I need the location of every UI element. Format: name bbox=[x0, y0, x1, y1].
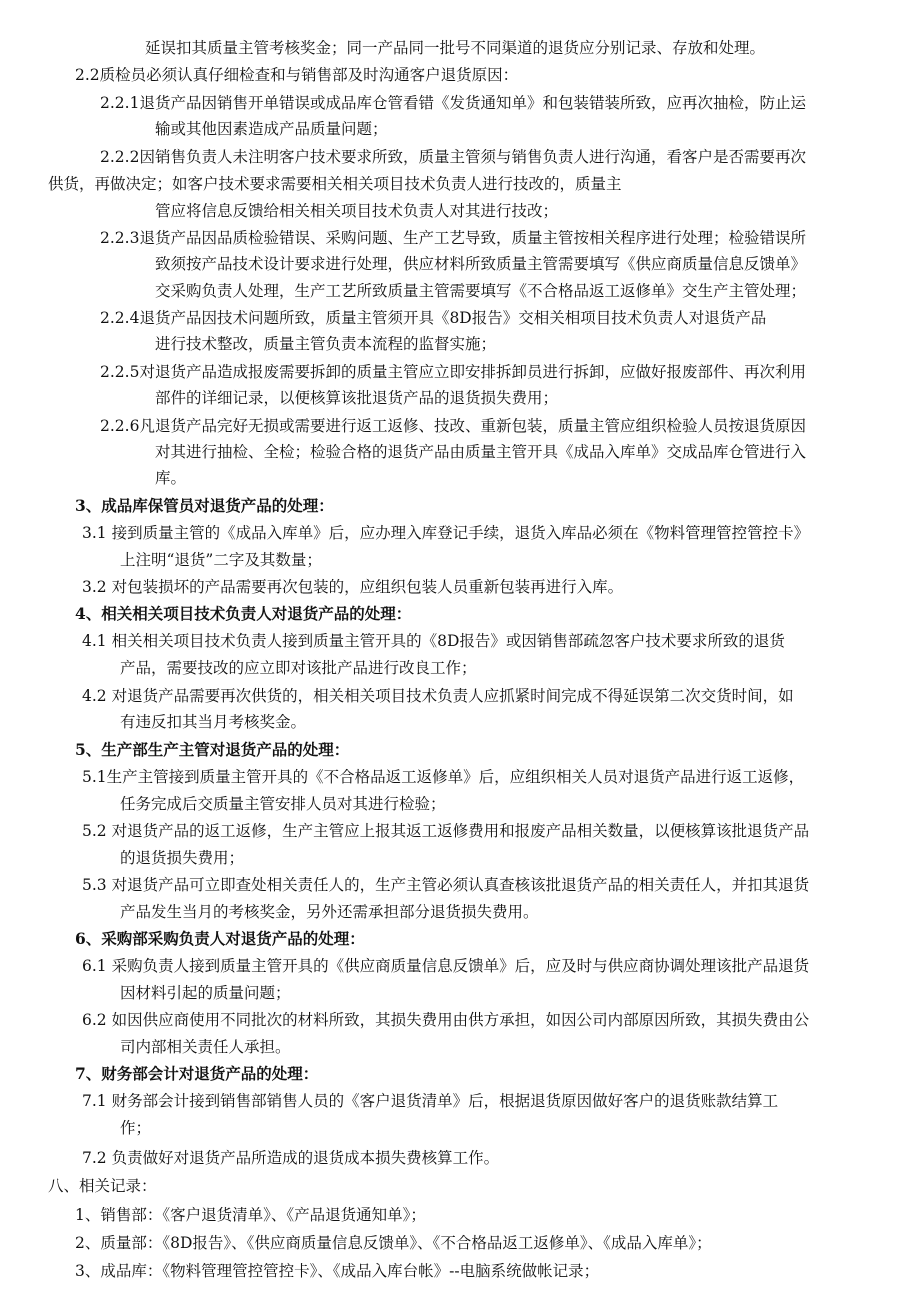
text-line: 2.2.1退货产品因销售开单错误或成品库仓管看错《发货通知单》和包装错装所致，应再次抽检，防止运 bbox=[100, 94, 806, 112]
text-line: 6.2 如因供应商使用不同批次的材料所致，其损失费用由供方承担，如因公司内部原因所致，其损失费由公 bbox=[82, 1011, 810, 1029]
section-heading: 4、相关相关项目技术负责人对退货产品的处理： bbox=[75, 604, 412, 623]
text-line: 2.2质检员必须认真仔细检查和与销售部及时沟通客户退货原因： bbox=[75, 66, 519, 84]
text-line: 交采购负责人处理，生产工艺所致质量主管需要填写《不合格品返工返修单》交生产主管处理； bbox=[155, 282, 807, 300]
text-line: 的退货损失费用； bbox=[120, 849, 245, 867]
text-line: 2.2.5对退货产品造成报废需要拆卸的质量主管应立即安排拆卸员进行拆卸，应做好报废部件、再次利用 bbox=[100, 363, 806, 381]
text-line: 产品，需要技改的应立即对该批产品进行改良工作； bbox=[120, 659, 477, 677]
text-line: 任务完成后交质量主管安排人员对其进行检验； bbox=[120, 795, 446, 813]
text-line: 延误扣其质量主管考核奖金；同一产品同一批号不同渠道的退货应分别记录、存放和处理。 bbox=[145, 39, 766, 57]
text-line: 有违反扣其当月考核奖金。 bbox=[120, 713, 307, 731]
text-line: 4.1 相关相关项目技术负责人接到质量主管开具的《8D报告》或因销售部疏忽客户技术要求所致的退货 bbox=[82, 632, 785, 650]
text-line: 输或其他因素造成产品质量问题； bbox=[155, 120, 388, 138]
text-line: 因材料引起的质量问题； bbox=[120, 984, 291, 1002]
text-line: 5.1生产主管接到质量主管开具的《不合格品返工返修单》后，应组织相关人员对退货产品进行返工返修， bbox=[82, 768, 805, 786]
section-heading: 7、财务部会计对退货产品的处理： bbox=[75, 1064, 319, 1083]
text-line: 进行技术整改，质量主管负责本流程的监督实施； bbox=[155, 335, 497, 353]
text-line: 司内部相关责任人承担。 bbox=[120, 1038, 291, 1056]
text-line: 6.1 采购负责人接到质量主管开具的《供应商质量信息反馈单》后，应及时与供应商协调处理该批产品退货 bbox=[82, 957, 810, 975]
text-line: 5.2 对退货产品的返工返修，生产主管应上报其返工返修费用和报废产品相关数量，以便核算该批退货产品 bbox=[82, 822, 810, 840]
text-line: 4.2 对退货产品需要再次供货的，相关相关项目技术负责人应抓紧时间完成不得延误第二次交货时间，如 bbox=[82, 687, 794, 705]
text-line: 部件的详细记录，以便核算该批退货产品的退货损失费用； bbox=[155, 389, 559, 407]
text-line: 八、相关记录： bbox=[48, 1177, 157, 1195]
text-line: 管应将信息反馈给相关相关项目技术负责人对其进行技改； bbox=[155, 202, 559, 220]
section-heading: 6、采购部采购负责人对退货产品的处理： bbox=[75, 929, 365, 948]
section-heading: 3、成品库保管员对退货产品的处理： bbox=[75, 496, 334, 515]
text-line: 2.2.3退货产品因品质检验错误、采购问题、生产工艺导致，质量主管按相关程序进行处理；检验错误所 bbox=[100, 229, 806, 247]
text-line: 致须按产品技术设计要求进行处理，供应材料所致质量主管需要填写《供应商质量信息反馈单》 bbox=[155, 255, 807, 273]
text-line: 3.2 对包装损坏的产品需要再次包装的，应组织包装人员重新包装再进行入库。 bbox=[82, 578, 624, 596]
text-line: 7.1 财务部会计接到销售部销售人员的《客户退货清单》后，根据退货原因做好客户的退货账款结算工 bbox=[82, 1092, 779, 1110]
text-line: 1、销售部：《客户退货清单》、《产品退货通知单》； bbox=[75, 1206, 426, 1224]
text-line: 上注明“退货”二字及其数量； bbox=[120, 551, 322, 569]
text-line: 产品发生当月的考核奖金，另外还需承担部分退货损失费用。 bbox=[120, 903, 539, 921]
text-line: 库。 bbox=[155, 469, 187, 487]
text-line: 作； bbox=[120, 1119, 152, 1137]
text-line: 2.2.2因销售负责人未注明客户技术要求所致，质量主管须与销售负责人进行沟通，看客户是否需要再次 bbox=[100, 148, 806, 166]
text-line: 2.2.4退货产品因技术问题所致，质量主管须开具《8D报告》交相关相项目技术负责人对退货产品 bbox=[100, 309, 767, 327]
text-line: 对其进行抽检、全检；检验合格的退货产品由质量主管开具《成品入库单》交成品库仓管进行入 bbox=[155, 443, 807, 461]
text-line: 2、质量部：《8D报告》、《供应商质量信息反馈单》、《不合格品返工返修单》、《成品入库单》； bbox=[75, 1234, 712, 1252]
section-heading: 5、生产部生产主管对退货产品的处理： bbox=[75, 740, 350, 759]
text-line: 3.1 接到质量主管的《成品入库单》后，应办理入库登记手续，退货入库品必须在《物料管理管控管控卡》 bbox=[82, 524, 810, 542]
text-line: 2.2.6凡退货产品完好无损或需要进行返工返修、技改、重新包装，质量主管应组织检验人员按退货原因 bbox=[100, 417, 806, 435]
text-line: 5.3 对退货产品可立即查处相关责任人的，生产主管必须认真查核该批退货产品的相关责任人，并扣其退货 bbox=[82, 876, 810, 894]
text-line: 3、成品库：《物料管理管控管控卡》、《成品入库台帐》--电脑系统做帐记录； bbox=[75, 1262, 600, 1280]
text-line: 7.2 负责做好对退货产品所造成的退货成本损失费核算工作。 bbox=[82, 1149, 500, 1167]
text-line: 供货，再做决定；如客户技术要求需要相关相关项目技术负责人进行技改的，质量主 bbox=[48, 175, 622, 193]
